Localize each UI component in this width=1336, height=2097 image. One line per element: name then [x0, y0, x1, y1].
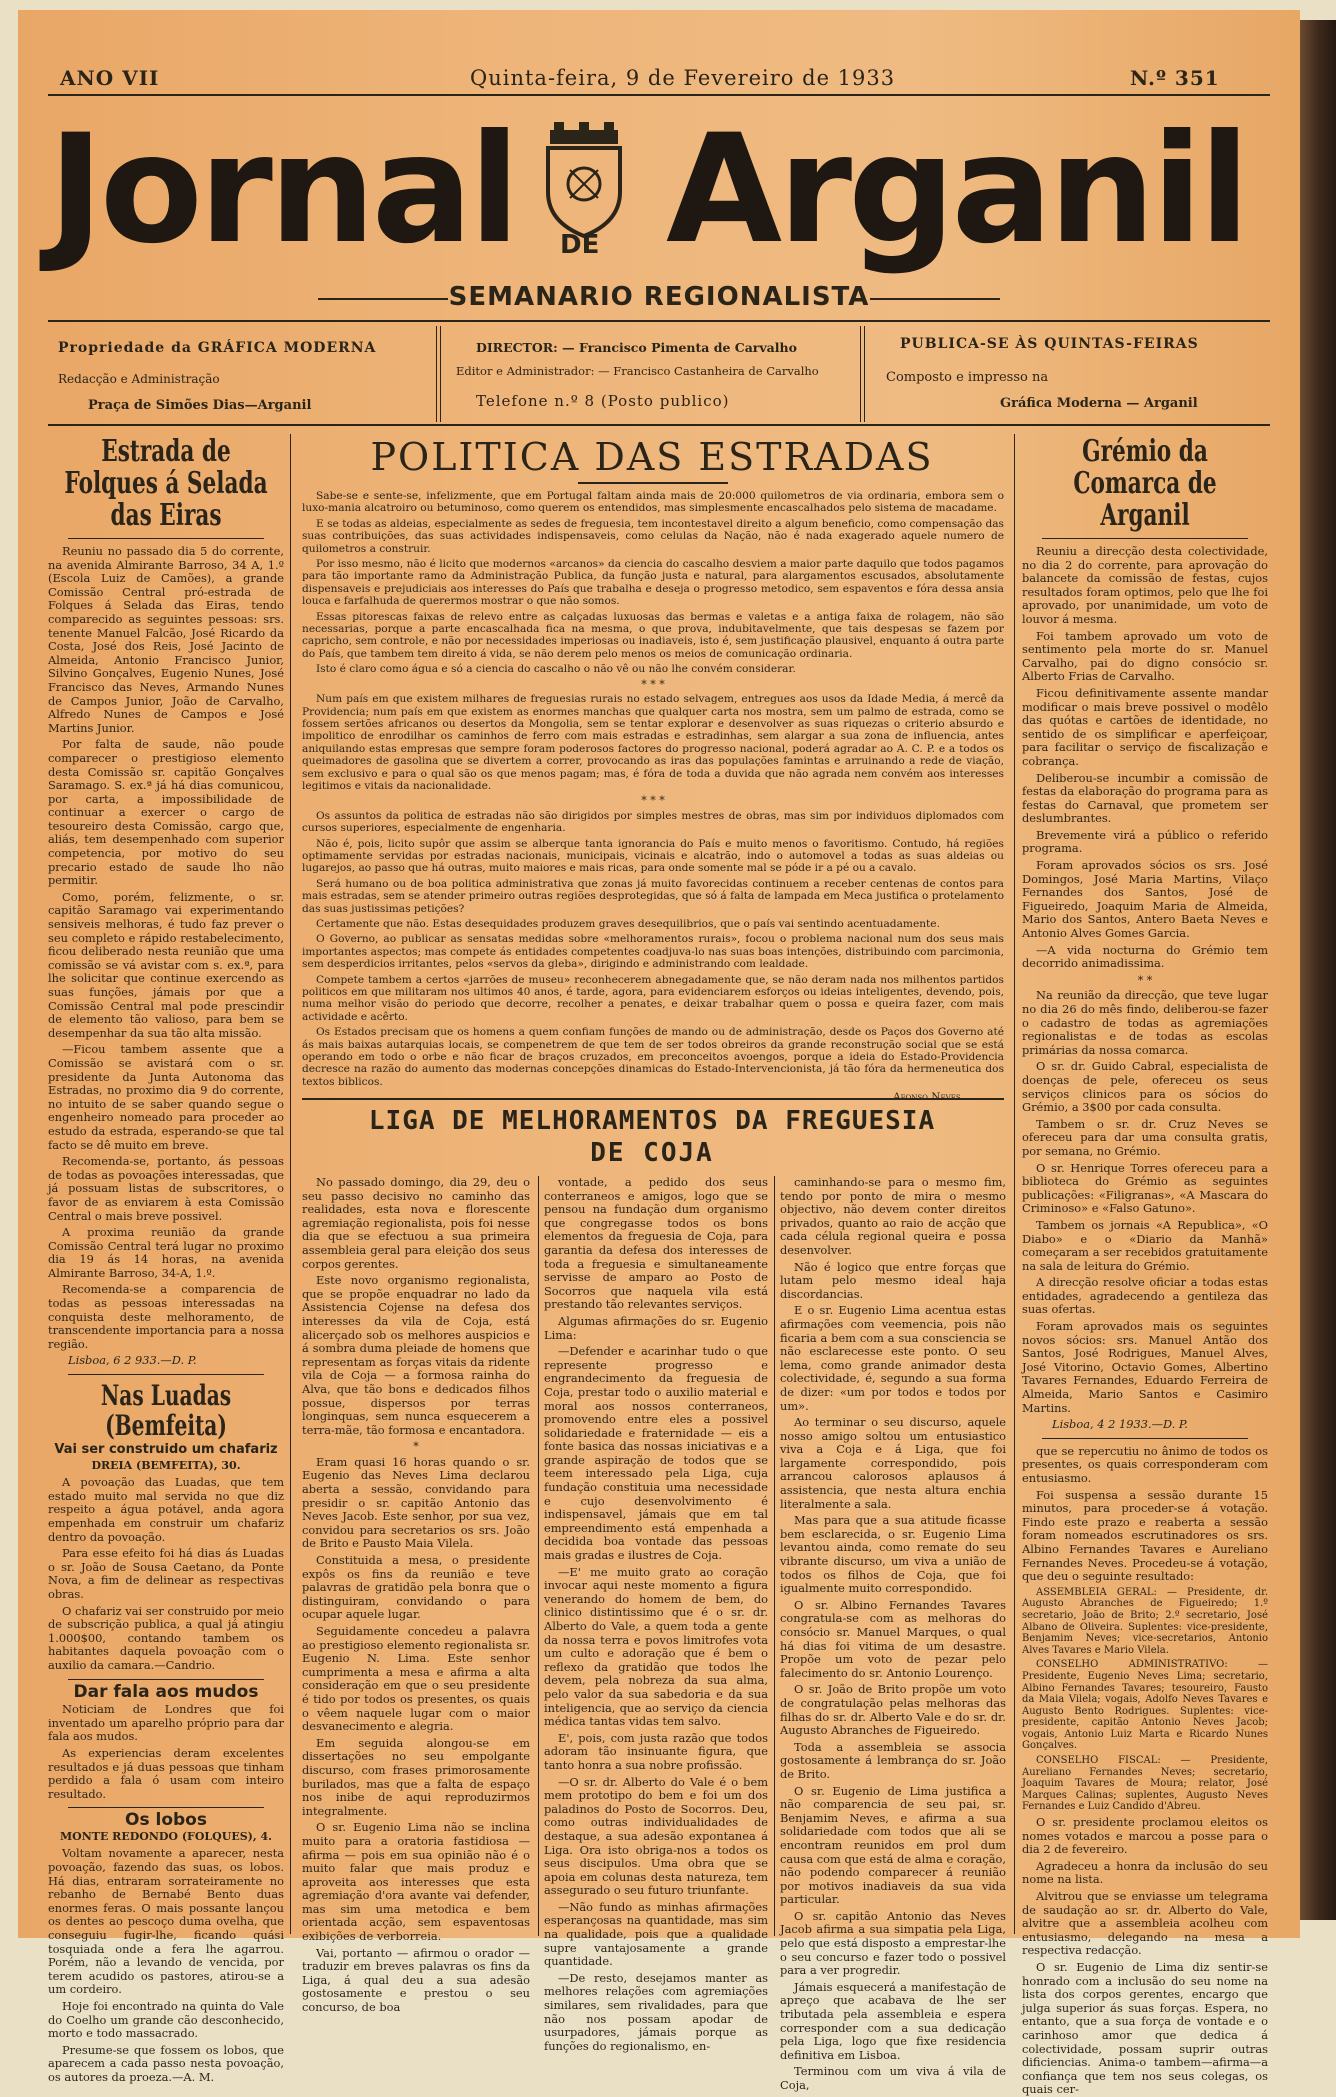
- redaction-line: Redacção e Administração: [58, 372, 220, 386]
- paragraph: Reuniu a direcção desta colectividade, no dia 2 do corrente, para aprovação do balancete da comissão de festas, cujos resultados foram optimos, pelo que lhe foi aprovado, por unanimidade, um voto de louvor á mesma.: [1022, 544, 1268, 626]
- paragraph: —A vida nocturna do Grémio tem decorrido animadissima.: [1022, 942, 1268, 971]
- paragraph: —E' me muito grato ao coração invocar aqui neste momento a figura venerando do homem de bem, do clinico distintissimo que é o sr. dr. Alberto do Vale, a quem toda a gente da nossa terra e povos limitrofes vota um culto e adoração que é bem o reflexo da gratidão que todos lhe devem, pela nobreza da sua alma, pelo valor da sua sabedoria e da sua inteligencia, que ao serviço da ciencia médica tantas vidas tem salvo.: [544, 1564, 768, 1729]
- info-sep-2b: [864, 326, 865, 422]
- paragraph: O sr. presidente proclamou eleitos os nomes votados e marcou a posse para o dia 2 de fevereiro.: [1022, 1815, 1268, 1857]
- paragraph: O Governo, ao publicar as sensatas medidas sobre «melhoramentos rurais», focou o problema nacional num dos seus mais importantes aspectos; mas compete ás entidades competentes coadjuva-lo nas suas boas intenções, distribuindo com parcimonia, sem desperdicios irritantes, pelos «servos da gleba», dirigindo e administrando com lealdade.: [302, 933, 1004, 971]
- subheadline-chafariz: Vai ser construido um chafariz: [54, 1442, 278, 1458]
- dateline: MONTE REDONDO (FOLQUES), 4.: [59, 1829, 273, 1843]
- printed-by-line: Composto e impresso na: [886, 370, 1049, 385]
- headline-underline: [578, 482, 728, 484]
- paragraph: Recomenda-se, portanto, ás pessoas de todas as povoações interessadas, que já possuam listas de subscritores, o favor de as enviarem à esta Comissão Central o mais breve possivel.: [48, 1154, 284, 1223]
- paragraph: Alvitrou que se enviasse um telegrama de saudação ao sr. dr. Alberto do Vale, alvitre que a assembleia acolheu com entusiasmo, delegando na mesa a respectiva redacção.: [1022, 1889, 1268, 1958]
- paragraph-conselho-fiscal: CONSELHO FISCAL: — Presidente, Aureliano Fernandes Neves; secretario, Joaquim Tavares de Moura; relator, José Marques Calinas; suplentes, Augusto Neves Fernandes e Luiz Candido d'Abreu.: [1022, 1755, 1268, 1813]
- liga-column-separator-2: [774, 1176, 775, 1936]
- paragraph: —Defender e acarinhar tudo o que represente progresso e engrandecimento da freguesia de Coja, prestar todo o auxilio material e moral aos nossos conterraneos, promovendo entre eles a possivel solidariedade e fraternidade — eis a fonte basica das nossas iniciativas e a grande aspiração de todos que se teem interessado pela Liga, cuja fundação constituia uma necessidade e cujo desenvolvimento é indispensavel, jámais que em tal empreendimento está empenhada a decidida boa vontade das pessoas mais gradas e ilustres de Coja.: [544, 1344, 768, 1563]
- title-word-jornal: Jornal: [48, 103, 517, 277]
- address-line: Praça de Simões Dias—Arganil: [88, 398, 312, 413]
- paragraph: Não é, pois, licito supôr que assim se alberque tanta ignorancia do País e muito menos o favoritismo. Contudo, há regiões optimamente servidas por estradas nacionais, municipais, vicinais e alcatrão, indo o automovel a todas as suas aldeias ou lugarejos, ao passo que há outras, muito maiores e mais ricas, para onde somente mal se póde ir a pé ou a cavalo.: [302, 837, 1004, 875]
- paragraph: caminhando-se para o mesmo fim, tendo por ponto de mira o mesmo objectivo, não devem conter direitos privados, quanto ao raio de acção que cada célula regional queira e possa desenvolver.: [780, 1175, 1006, 1257]
- paragraph: —Não fundo as minhas afirmações esperançosas na quantidade, mas sim na qualidade, pois que a qualidade supre vantajosamente a grande quantidade.: [544, 1899, 768, 1969]
- headline-estrada-folques: Estrada de Folques á Selada das Eiras: [64, 434, 268, 533]
- liga-column-2: [544, 1175, 768, 2053]
- headline-underline: [1042, 538, 1248, 539]
- paragraph: Foi tambem aprovado um voto de sentimento pela morte do sr. Manuel Carvalho, pai do digno consócio sr. Alberto Frias de Carvalho.: [1022, 628, 1268, 684]
- info-sep-2: [860, 326, 861, 422]
- year-label: ANO VII: [60, 66, 160, 90]
- paragraph: Ao terminar o seu discurso, aquele nosso amigo soltou um entusiastico viva a Coja e á Liga, que foi largamente correspondido, pois arrancou calorosos aplausos á assistencia, que nesta altura enchia literalmente a sala.: [780, 1415, 1006, 1511]
- dateline: DREIA (BEMFEITA), 30.: [91, 1458, 241, 1472]
- liga-column-1: [302, 1175, 530, 2015]
- paragraph: Por falta de saude, não poude comparecer o prestigioso elemento desta Comissão sr. capitão Gonçalves Saramago. S. ex.ª já há dias comunicou, por carta, a impossibilidade de continuar a exercer o cargo de tesoureiro desta Comissão, cargo que, aliás, tem desempenhado com superior competencia, por motivo do seu precario estado de saude lho não permitir.: [48, 737, 284, 888]
- paragraph: —Ficou tambem assente que a Comissão se avistará com o sr. presidente da Junta Autonoma das Estradas, no proximo dia 9 do corrente, no intuito de se saber quando segue o engenheiro nomeado para proceder ao estudo da estrada, esperando-se que tal facto se dê muito em breve.: [48, 1042, 284, 1152]
- title-word-de: DE: [560, 230, 600, 260]
- paragraph: O sr. Henrique Torres ofereceu para a biblioteca do Grémio as seguintes publicações: «Filigranas», «A Mascara do Criminoso» e «Falso Gatuno».: [1022, 1160, 1268, 1216]
- paragraph: Na reunião da direcção, que teve lugar no dia 26 do mês findo, deliberou-se fazer o cadastro de todas as agremiações regionalistas e de todas as escolas primárias da nossa comarca.: [1022, 988, 1268, 1057]
- paragraph: Tambem o sr. dr. Cruz Neves se ofereceu para dar uma consulta gratis, por semana, no Grémio.: [1022, 1116, 1268, 1158]
- paragraph: Mas para que a sua atitude ficasse bem esclarecida, o sr. Eugenio Lima levantou ainda, como remate do seu vibrante discurso, um viva a união de todos os filhos de Coja, que foi igualmente muito correspondido.: [780, 1513, 1006, 1596]
- liga-column-separator-1: [538, 1176, 539, 1936]
- paragraph: Os Estados precisam que os homens a quem confiam funções de mando ou de administração, desde os Paços dos Governo até ás mais baixas autarquias locais, se compenetrem de que tem de ser todos obreiros da grande reconstrução social que se está operando em todo o orbe e não ficar de braços cruzados, em preconceitos avoengos, porque a ideia do Estado-Providencia decresce na razão do aumento das modernas concepções dinamicas do Estado-Intervencionista, já tão fóra da hermeneutica dos textos biblicos.: [302, 1026, 1004, 1088]
- paragraph: O sr. capitão Antonio das Neves Jacob afirma a sua simpatia pela Liga, pelo que está disposto a emprestar-lhe o seu concurso e fazer todo o possivel para a ver progredir.: [780, 1908, 1006, 1978]
- paragraph: —De resto, desejamos manter as melhores relações com agremiações similares, sem rivalidades, para que não nos possam apodar de usurpadores, jámais porque as funções do regionalismo, en-: [544, 1970, 768, 2053]
- headline-dar-fala: Dar fala aos mudos: [73, 1681, 259, 1702]
- column-separator-right: [1014, 434, 1015, 1934]
- paragraph: Toda a assembleia se associa gostosamente á lembrança do sr. João de Brito.: [780, 1739, 1006, 1781]
- editor-line: Editor e Administrador: — Francisco Castanheira de Carvalho: [456, 364, 819, 378]
- headline-politica-estradas: POLITICA DAS ESTRADAS: [370, 435, 934, 479]
- liga-column-3: [780, 1175, 1006, 2092]
- paragraph: Foram aprovados mais os seguintes novos sócios: srs. Manuel Antão dos Santos, José Rodrigues, Manuel Alves, José Vitorino, Octavio Gomes, Albertino Tavares Fernandes, Eduardo Ferreira de Almeida, Mario Santos e Casimiro Martins.: [1022, 1319, 1268, 1415]
- info-rule-bottom: [48, 424, 1270, 426]
- paragraph: Constituida a mesa, o presidente expôs os fins da reunião e teve palavras de gratidão pela bonra que o distinguiram, convidando o para ocupar aquele lugar.: [302, 1553, 530, 1622]
- column-separator-left: [290, 434, 291, 1934]
- paragraph: Brevemente virá a público o referido programa.: [1022, 827, 1268, 856]
- section-rule-liga: [302, 1098, 1004, 1100]
- paragraph: vontade, a pedido dos seus conterraneos e amigos, logo que se pensou na fundação dum organismo que congregasse todos os bons elementos da freguesia de Coja, para garantia da defesa dos interesses de toda a freguesia e simultaneamente servisse de amparo ao Posto de Socorros que naquela vila está prestando tão relevantes serviços.: [544, 1175, 768, 1312]
- paragraph: A proxima reunião da grande Comissão Central terá lugar no proximo dia 19 ás 14 horas, na avenida Almirante Barroso, 34-A, 1.º.: [48, 1225, 284, 1280]
- info-box-right: [870, 326, 1270, 422]
- paragraph: O sr. dr. Guido Cabral, especialista de doenças de pele, ofereceu os seus serviços clinicos para os sócios do Grémio, a 3$00 por cada consulta.: [1022, 1059, 1268, 1115]
- paragraph: O sr. Eugenio de Lima justifica a não comparencia de seu pai, sr. Benjamim Neves, e afirma a sua solidariedade com todos que ali se encontram reunidos em prol dum causa com que está de alma e coração, não podendo comparecer á reunião por motivos inadiaveis da sua vida particular.: [780, 1783, 1006, 1907]
- paragraph: Foram aprovados sócios os srs. José Domingos, José Maria Martins, Vilaço Fernandes dos Santos, José de Figueiredo, Joaquim Maria de Almeida, Mario dos Santos, Antero Baeta Neves e Antonio Alves Gomes Garcia.: [1022, 858, 1268, 941]
- publishing-day-line: PUBLICA-SE ÀS QUINTAS-FEIRAS: [900, 336, 1199, 352]
- paragraph: Foi suspensa a sessão durante 15 minutos, para proceder-se á votação. Findo este prazo e reaberta a sessão foram nomeados escrutinadores os srs. Albino Fernandes Tavares e Aureliano Fernandes Neves. Procedeu-se á votação, que deu o seguinte resultado:: [1022, 1487, 1268, 1584]
- separator-stars: *: [413, 1440, 419, 1454]
- paragraph: Num país em que existem milhares de freguesias rurais no estado selvagem, entregues aos usos da Idade Media, á mercê da Providencia; num país em que existem as enormes manchas que qualquer carta nos mostra, sem um palmo de estrada, como se fossem sertões africanos ou desertos da Mongolia, sem se tentar explorar e desenvolver as suas riquezas o criterio absurdo e impolitico de enrodilhar os caminhos de ferro com mais estradas e estradinhas, sem alargar a sua zona de influencia, antes aniquilando estas empresas que sempre foram poderosos factores do progresso nacional, poderá agradar ao A. C. P. e a todos os queimadores de gasolina que se divertem a correr, provocando as iras das populações famintas e arruinando a rede de viação, sem exclusivo e para o qual são os que menos pagam; mas, é fóra de toda a duvida que não agrada nem convém aos interesses legitimos e vitais da nacionalidade.: [302, 693, 1004, 792]
- paragraph: O sr. Albino Fernandes Tavares congratula-se com as melhoras do consócio sr. Manuel Marques, o qual há dias foi vitima de um desastre. Propõe um voto de pezar pelo falecimento do sr. Antonio Lourenço.: [780, 1597, 1006, 1680]
- paragraph: E o sr. Eugenio Lima acentua estas afirmações com veemencia, pois não ficaria a bem com a sua consciencia se não esclarecesse este ponto. O seu lema, como grande animador desta colectividade, é, segundo a sua forma de dizer: «um por todos e todos por um».: [780, 1303, 1006, 1413]
- title-word-arganil: Arganil: [666, 103, 1247, 277]
- telephone-line: Telefone n.º 8 (Posto publico): [476, 392, 730, 410]
- paragraph: No passado domingo, dia 29, deu o seu passo decisivo no caminho das realidades, esta nova e florescente agremiação regionalista, pois foi nesse dia que se efectuou a sua primeira assembleia geral para eleição dos seus corpos gerentes.: [302, 1175, 530, 1271]
- crest-icon: [540, 122, 628, 242]
- paragraph: Recomenda-se a comparencia de todas as pessoas interessadas na conquista deste melhoramento, de transcendente importancia para a nossa região.: [48, 1282, 284, 1351]
- paragraph: Seguidamente concedeu a palavra ao prestigioso elemento regionalista sr. Eugenio N. Lima. Este senhor cumprimenta a mesa e afirma a alta consideração em que o seu presidente é tido por todos os presentes, os quais o vêem naquele lugar com o maior desvanecimento e alegria.: [302, 1624, 530, 1734]
- paragraph: A povoação das Luadas, que tem estado muito mal servida no que diz respeito a água potável, anda agora empenhada em construir um chafariz dentro da povoação.: [48, 1475, 284, 1544]
- printer-name-line: Gráfica Moderna — Arganil: [1000, 396, 1198, 411]
- paragraph: Em seguida alongou-se em dissertações no seu empolgante discurso, com frases primorosamente burilados, mas que a falta de espaço nos inibe de aqui reproduzirmos integralmente.: [302, 1735, 530, 1818]
- signature: Lisboa, 6 2 933.—D. P.: [68, 1353, 197, 1368]
- issue-number: N.º 351: [1130, 66, 1220, 90]
- paragraph: Os assuntos da politica de estradas não são dirigidos por simples mestres de obras, mas sim por individuos diplomados com cursos superiores, especialmente de engenharia.: [302, 809, 1004, 835]
- paragraph: Presume-se que fossem os lobos, que aparecem a cada passo nesta povoação, os autores da proeza.—A. M.: [48, 2042, 284, 2084]
- paragraph: O chafariz vai ser construido por meio de subscrição publica, a qual já atingiu 1.000$00, contando tambem os habitantes daquela povoação com o auxilio da camara.—Candrio.: [48, 1603, 284, 1672]
- paragraph: E se todas as aldeias, especialmente as sedes de freguesia, tem incontestavel direito a algum beneficio, como compensação das suas contribuições, das suas actividades indispensaveis, como celulas da Nação, não é nada exagerado aquele numero de quilometros a construir.: [302, 517, 1004, 555]
- paragraph: Reuniu no passado dia 5 do corrente, na avenida Almirante Barroso, 34 A, 1.º (Escola Luiz de Camões), a grande Comissão Central pró-estrada de Folques á Selada das Eiras, tendo comparecido as seguintes pessoas: srs. tenente Manuel Falcão, José Ricardo da Costa, José dos Reis, José Jacinto de Almeida, Antonio Francisco Junior, Silvino Gonçalves, Eugenio Nunes, José Francisco das Neves, Armando Nunes de Campos Junior, João de Carvalho, Alfredo Nunes de Campos e José Martins Junior.: [48, 544, 284, 735]
- headline-os-lobos: Os lobos: [125, 1810, 207, 1831]
- paragraph: O sr. Eugenio de Lima diz sentir-se honrado com a inclusão do seu nome na lista dos corpos gerentes, encargo que julga superior ás suas forças. Espera, no entanto, que a sua força de vontade e o carinhoso amor que dedica á colectividade, possam suprir outras dificiencias. Anima-o tambem—afirma—a confiança que tem nos seus colegas, os quais cer-: [1022, 1959, 1268, 2097]
- paragraph: Hoje foi encontrado na quinta do Vale do Coelho um grande cão desconhecido, morto e todo massacrado.: [48, 1999, 284, 2041]
- paragraph: Essas pitorescas faixas de relevo entre as calçadas luxuosas das bermas e valetas e a antiga faixa de rolagem, não são necessarias, porque a parte encascalhada fica na mesma, o que prova, indubitavelmente, que tais despesas se fazem por capricho, sem controle, e não por necessidades imperiosas ou inadiaveis, isto é, sem justificação plausivel, enquanto á outra parte do País, que tambem tem direito á vida, se não derem pelo menos os meios de comunicação ordinaria.: [302, 610, 1004, 660]
- paragraph: Vai, portanto — afirmou o orador — traduzir em breves palavras os fins da Liga, á qual deu a sua adesão gostosamente e prestou o seu concurso, de boa: [302, 1945, 530, 2015]
- paragraph: Compete tambem a certos «jarrões de museu» reconhecerem abnegadamente que, se não deram nada nos milhentos partidos politicos em que militaram nos ultimos 40 anos, é tarde, agora, para evidenciarem esforços ou ideias inteligentes, devendo, pois, numa melhor visão do periodo que decorre, recolher a penates, e deixar trabalhar quem o possa e queira fazer, com mais actividade e acêrto.: [302, 973, 1004, 1023]
- paragraph: E', pois, com justa razão que todos adoram tão insinuante figura, que tanto honra a sua nobre profissão.: [544, 1730, 768, 1772]
- paragraph: Como, porém, felizmente, o sr. capitão Saramago vai experimentando sensiveis melhoras, é tudo faz prever o seu completo e rápido restabelecimento, ficou deliberado nesta reunião que uma comissão se vá avistar com s. ex.ª, para lhe solicitar que continue exercendo as suas funções, jámais por que a Comissão Central mal pode prescindir de elemento tão valioso, para bem se desempenhar da sua tão alta missão.: [48, 889, 284, 1040]
- paragraph: —O sr. dr. Alberto do Vale é o bem mem prototipo do bem e foi um dos paladinos do Posto de Socorros. Deu, como outras individualidades de destaque, a sua adesão expontanea á Liga. Ora isto obriga-nos a todos os seus discipulos. Uma obra que se apoia em colunas desta natureza, tem assegurado o seu futuro triunfante.: [544, 1774, 768, 1898]
- paragraph: O sr. Eugenio Lima não se inclina muito para a oratoria fastidiosa — afirma — pois em sua opinião não é o muito falar que mais produz e aproveita aos interesses que esta agremiação d'ora avante vai defender, mas sim uma metodica e bem orientada acção, sem espaventosas exibições de verborreia.: [302, 1820, 530, 1944]
- paragraph: Agradeceu a honra da inclusão do seu nome na lista.: [1022, 1858, 1268, 1887]
- paragraph: Isto é claro como água e só a ciencia do cascalho o não vê ou não lhe convém considerar.: [316, 663, 796, 676]
- paragraph: Tambem os jornais «A Republica», «O Diabo» e o «Diario da Manhã» começaram a ser recebidos gratuitamente na sala de leitura do Grémio.: [1022, 1217, 1268, 1273]
- publisher-line: Propriedade da GRÁFICA MODERNA: [58, 340, 377, 356]
- section-rule: [1042, 1438, 1248, 1439]
- book-binding-edge: [1300, 20, 1336, 1920]
- section-rule: [68, 1807, 264, 1808]
- paragraph: Ficou definitivamente assente mandar modificar o mais breve possivel o modêlo das quótas e cartões de identidade, no sentido de os simplificar e aperfeiçoar, para facilitar o serviço de fiscalização e cobrança.: [1022, 685, 1268, 768]
- paragraph: que se repercutiu no ânimo de todos os presentes, os quais corresponderam com entusiasmo.: [1022, 1443, 1268, 1485]
- info-box-left: [48, 326, 428, 422]
- info-sep-1: [436, 326, 437, 422]
- info-sep-1b: [440, 326, 441, 422]
- separator-stars: * * *: [641, 677, 665, 691]
- headline-underline: [68, 538, 264, 539]
- date-label: Quinta-feira, 9 de Fevereiro de 1933: [470, 66, 896, 90]
- section-rule: [68, 1374, 264, 1375]
- separator-stars: * * *: [641, 794, 665, 808]
- paragraph: O sr. João de Brito propõe um voto de congratulação pelas melhoras das filhas do sr. dr. Alberto Vale e do sr. dr. Augusto Abranches de Figueiredo.: [780, 1682, 1006, 1738]
- paragraph: Eram quasi 16 horas quando o sr. Eugenio das Neves Lima declarou aberta a sessão, convidando para presidir o sr. capitão Antonio das Neves Jacob. Este senhor, por sua vez, convidou para secretarios os srs. João de Brito e Pausto Maia Vilela.: [302, 1454, 530, 1551]
- left-column: [48, 434, 284, 2084]
- masthead-subtitle: SEMANARIO REGIONALISTA: [448, 282, 870, 312]
- paragraph: Algumas afirmações do sr. Eugenio Lima:: [544, 1313, 768, 1342]
- paragraph: Deliberou-se incumbir a comissão de festas da elaboração do programa para as festas do Carnaval, que prometem ser deslumbrantes.: [1022, 770, 1268, 826]
- paragraph: Para esse efeito foi há dias ás Luadas o sr. João de Sousa Caetano, da Ponte Nova, a fim de delinear as respectivas obras.: [48, 1546, 284, 1601]
- masthead-title: [48, 103, 1268, 277]
- paragraph: Este novo organismo regionalista, que se propõe enquadrar no lado da Assistencia Cojense na defesa dos interesses da vila de Coja, está alicerçado sob os melhores auspicios e á sombra duma pleiade de homens que representam as forças vitais da ridente vila de Coja — a formosa rainha do Alva, que tão bons e dedicados filhos possue, dispersos por terras longinquas, sem nunca esquecerem a terra-mãe, tão formosa e encantadora.: [302, 1273, 530, 1437]
- section-rule: [68, 1679, 264, 1680]
- headline-liga-line1: LIGA DE MELHORAMENTOS DA FREGUESIA: [368, 1106, 936, 1136]
- signature: Lisboa, 4 2 1933.—D. P.: [1052, 1417, 1188, 1432]
- paragraph: Noticiam de Londres que foi inventado um aparelho próprio para dar fala aos mudos.: [48, 1702, 284, 1744]
- paragraph: Por isso mesmo, não é licito que modernos «arcanos» da ciencia do cascalho desviem a maior parte daquilo que todos pagamos para tão importante ramo da Administração Publica, da função justa e natural, para alargamentos escusados, absolutamente dispensaveis e prejudiciais aos interesses do País que trabalha e deseja o progresso metodico, sem espaventos e fóra dessa ansia louca e farfalhuda de querermos mostrar o que não somos.: [302, 558, 1004, 608]
- separator-stars: * *: [1137, 973, 1153, 987]
- paragraph: Será humano ou de boa politica administrativa que zonas já muito favorecidas continuem a receber centenas de contos para mais estradas, sem se atender primeiro outras regiões desprotegidas, que só á falta de lampada em Meca justifica o protelamento das suas justissimas petições?: [302, 877, 1004, 915]
- paragraph-assembleia-geral: ASSEMBLEIA GERAL: — Presidente, dr. Augusto Abranches de Figueiredo; 1.º secretario, João de Brito; 2.º secretario, José Albano de Oliveira. Suplentes: vice-presidente, Benjamim Neves; vice-secretarios, Antonio Alves Tavares e Mario Vilela.: [1022, 1586, 1268, 1656]
- newspaper-page: [18, 10, 1300, 2097]
- paragraph: Sabe-se e sente-se, infelizmente, que em Portugal faltam ainda mais de 20:000 quilometros de via ordinaria, embora sem o luxo-mania alcatroiro ou betuminoso, como querem os entendidos, mas simplesmente encascalhados pelo sistema de macadame.: [302, 490, 1004, 515]
- headline-gremio-comarca: Grémio da Comarca de Arganil: [1073, 434, 1217, 533]
- headline-liga-line2: DE COJA: [590, 1138, 714, 1168]
- paragraph: Jámais esquecerá a manifestação de apreço que acabava de lhe ser tributada pela assembleia e espera corresponder com a sua dedicação pela Liga, logo que fixe residencia definitiva em Lisboa.: [780, 1979, 1006, 2062]
- info-rule-top: [48, 320, 1270, 322]
- headline-nas-luadas: Nas Luadas (Bemfeita): [100, 1379, 232, 1443]
- paragraph: A direcção resolve oficiar a todas estas entidades, agradecendo a gentileza das suas ofertas.: [1022, 1275, 1268, 1317]
- top-rule: [48, 94, 1270, 96]
- info-box-middle: [446, 326, 856, 422]
- right-column: [1022, 434, 1268, 2097]
- paragraph: Não é logico que entre forças que lutam pelo mesmo ideal haja discordancias.: [780, 1259, 1006, 1301]
- paragraph: As experiencias deram excelentes resultados e já duas pessoas que tinham perdido a fala ó usam com inteiro resultado.: [48, 1745, 284, 1801]
- director-line: DIRECTOR: — Francisco Pimenta de Carvalho: [476, 340, 797, 355]
- paragraph: Terminou com um viva á vila de Coja,: [780, 2064, 1006, 2092]
- paragraph: Certamente que não. Estas desequidades produzem graves desequilibrios, que o país vai sentindo acentuadamente.: [316, 918, 940, 930]
- article-politica-estradas: [302, 490, 1004, 1090]
- paragraph-conselho-administrativo: CONSELHO ADMINISTRATIVO: — Presidente, Eugenio Neves Lima; secretario, Albino Fernandes Tavares; tesoureiro, Fausto da Maia Vilela; vogais, Adolfo Neves Tavares e Augusto Bento Rodrigues. Suplentes: vice-presidente, capitão Antonio Neves Jacob; vogais, Antonio Luiz Marta e Ricardo Nunes Gonçalves.: [1022, 1659, 1268, 1752]
- paragraph: Voltam novamente a aparecer, nesta povoação, fazendo das suas, os lobos. Há dias, entraram sorrateiramente no rebanho de Bernabé Bento duas enormes feras. O mais possante lançou os dentes ao pescoço duma ovelha, que conseguiu fugir-lhe, ficando quási tosquiada onde a fera lhe agarrou. Porém, não a levando de vencida, por terem acudido os pastores, atirou-se a um cordeiro.: [48, 1846, 284, 1997]
